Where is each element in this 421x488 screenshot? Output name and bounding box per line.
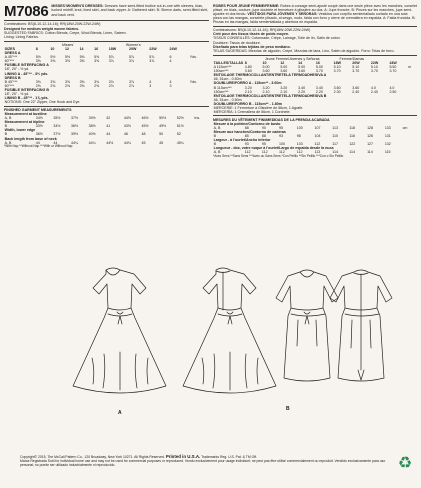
yardage-table-fr: [213, 61, 417, 114]
copyright-footer: [20, 455, 390, 468]
telas-sugeridas: TELAS SUGERIDAS: Mezclas de algodón, Crepé, Mezclas de lana, Lino, Satén de algodón. Forro: Telas de forro.: [213, 49, 395, 54]
view-a-heading: DRESS A: [4, 51, 21, 56]
measurements-table-en: [4, 112, 209, 145]
combinations: Combinations: BS(8-10-12-14-16); RR(18W-20W-22W-24W): [4, 22, 101, 27]
description-es: Vestidos con corpiño semientallado cortado en una sola pieza con las mangas, corselete plisado, al sesgo, nudo, falda con forro y cierre de cremallera en espalda. A: Falda fruncida. B: Pinzas en las mangas, falda semientallada y abertura en espalda.: [213, 12, 416, 25]
table-row: B 93 95 100 103 112 117 122 127 132: [213, 142, 391, 147]
measurements-table-fr: [213, 122, 417, 155]
femme-label: Femme/Damas: [339, 56, 365, 61]
lining-b: LINING B - 45"** - 1⅞ yds.: [4, 96, 49, 101]
mercerie: MERCERIE: 1 Fermeture à Glissière de 56cm, 1 Agrafe.: [213, 106, 304, 110]
table-row: B 36½ 37½ 39½ 40½ 44 46 48 50 52: [4, 132, 181, 137]
fusible-a-value: 18", 20" - ½ yd.: [4, 67, 30, 72]
designed-for-es: Diseñado para telas tejidas de peso mediano.: [213, 44, 291, 49]
copyright-text: Copyright© 2015, The McCall Pattern Co., 120 Broadway, New York 10271. All Rights Reserved.: [20, 455, 165, 459]
table-row: 60"*** 2⅝ 2⅝ 2⅝ 2⅝ 2⅝ 2⅞ 2⅞ 3 3: [4, 83, 172, 88]
nap-footnote-en: *With Nap **Without Nap ***With or Without Nap: [4, 143, 73, 148]
back-length-heading: Back length from base of neck: [4, 136, 57, 141]
title-es: VESTIDOS PARA JÓVENES Y SEÑORAS:: [247, 12, 318, 17]
nap-footnote-fr: *Avec Sens **Sans Sens ***Avec ou Sans Sens *Con Pelillo **Sin Pelillo ***Con o Sin Pelillo: [213, 153, 344, 158]
fusible-a-heading: FUSIBLE INTERFACING A: [4, 63, 49, 68]
table-row: A, B 44 44 44¼ 44¼ 44½ 44¾ 45 45 45¼: [4, 140, 184, 145]
sizes-row: SIZES 8 10 12 14 16 18W 20W 22W 24W: [4, 47, 177, 51]
lining-note: Lining: Lining Fabrics.: [4, 35, 39, 40]
tissus-conseilles: TISSUS CONSEILLÉS: Cotonnade, Crêpe, Lainage, Toile de lin, Satin de coton.: [213, 36, 341, 41]
notions: NOTIONS: One 22" Zipper, One Hook and Eye.: [4, 100, 81, 105]
intro-block: [4, 3, 209, 20]
bust-heading: Measurement at bustline: [4, 111, 47, 116]
hip-heading: Measurement at hipline: [4, 120, 45, 125]
table-row: A 45"*** 5½ 5½ 5½ 5⅝ 5⅝ 5⅞ 5⅞ 5⅞ 6 Yds.: [4, 55, 197, 60]
entoilage-b-value: 46, 51cm - 0.50m: [213, 97, 242, 102]
table-row: B 115cm*** 3.20 3.20 3.20 3.40 3.40 3.60 3.60 4.0 4.0: [213, 85, 395, 90]
intro-fr: [213, 4, 417, 24]
title-en: MISSES'/WOMEN'S DRESSES:: [51, 4, 104, 8]
dress-b-back-sketch: [330, 270, 392, 381]
fusible-b-heading: FUSIBLE INTERFACING B: [4, 87, 49, 92]
printed-in: Printed in U.S.A.: [165, 454, 201, 459]
jeune-femme-label: Jeune Femme/Jóvenes y Señoras: [265, 56, 320, 61]
technical-drawings: [0, 258, 421, 443]
designed-for: Designed for medium weight woven fabrics.: [4, 26, 80, 31]
misses-label: Misses': [62, 42, 74, 47]
width-heading: Width, lower edge: [4, 128, 36, 133]
table-row: A 115cm*** 4.80 5.00 5.00 5.00 5.00 5.10 5.10 5.10 5.50 m: [213, 65, 412, 70]
sizes-row: TAILLES/TALLAS 8 10 12 14 16 18W 20W 22W 24W: [213, 60, 397, 65]
french-spanish-column: [213, 4, 417, 158]
combinaisons: Combinaisons: BS(8-10-12-14-16); RR(18W-20W-22W-24W): [213, 27, 311, 32]
dress-sketches: [0, 258, 421, 443]
title-fr: ROBES POUR JEUNE FEMME/FEMME:: [213, 4, 280, 8]
hip-heading-fr: Mesure aux hanches/Contorno de caderas: [213, 130, 286, 134]
width-heading-fr: Largeur - à l'ourlet/Ancho inferior: [213, 138, 271, 143]
english-column: [4, 4, 209, 148]
table-row: 150cm*** 3.60 3.60 3.60 3.60 3.70 3.70 3.70 3.70 3.70: [213, 69, 397, 74]
trademark-text: Trademarks Reg. U.S. Pat. & TM Off.: [201, 455, 258, 459]
table-row: B 33½ 34½ 36½ 38½ 41 43½ 45½ 49½ 51½: [4, 124, 184, 129]
dress-a-back-sketch: [183, 268, 276, 393]
table-row: 60"*** 3⅝ 3⅝ 3⅝ 3⅝ 3⅝ 3⅞ 3⅞ 3⅞ 4: [4, 59, 172, 64]
pattern-code: M7086: [4, 3, 49, 20]
entoilage-b-heading: ENTOILAGE THERMOCOLLANT/ENTRETELA TERMOADHESIVA B: [213, 93, 327, 98]
view-b-label: B: [286, 406, 290, 412]
suggested-fabrics: SUGGESTED FABRICS: Cotton Blends, Crepe, Wool Blends, Linen, Sateen.: [4, 30, 127, 35]
mesures-heading: MESURES DU VÊTEMENT FINI/MEDIDAS DE LA PRENDA ACABADA: [213, 117, 330, 122]
bust-heading-fr: Mesure à la poitrine/Contorno de busto: [213, 121, 281, 126]
dress-b-front-sketch: [276, 270, 338, 381]
table-row: A, B 88 90 95 100 107 113 118 128 133 cm: [213, 125, 408, 130]
doublure: Doublure: Tissus de doublure.: [213, 40, 261, 45]
view-b-heading: DRESS B: [4, 75, 21, 80]
fusible-b-value: 18", 20" - ½ yd.: [4, 92, 30, 97]
usage-notice: Marca Registrada Sold for individual home use and may not be used for commercial purposes or reproduced. Vendu exclusivement pour usage individuel; ne peut pas être utilisé commercialement ou reproduit. Vendido exclusivamente para uso personal; no puede ser utilizado industrialmente ni reproducido.: [20, 459, 386, 468]
lining-a: LINING A - 45"** - 3½ yds.: [4, 71, 49, 76]
yardage-table-en: [4, 47, 209, 104]
back-length-heading-fr: Longueur - dos, votre nuque à l'ourlet/Largo de espalda desde la nuca: [213, 146, 334, 151]
table-row: A, B 34½ 35½ 37½ 39½ 42 44½ 46½ 50½ 52½ Ins.: [4, 116, 201, 121]
table-row: B 85 88 93 98 104 110 116 126 131: [213, 134, 391, 139]
dress-a-front-sketch: [73, 268, 166, 393]
doublure-a: DOUBLURE/FORRO A - 115cm** - 3.60m: [213, 81, 282, 86]
doublure-b: DOUBLURE/FORRO B - 115cm** - 1.80m: [213, 101, 282, 106]
womens-label: Women's: [125, 42, 141, 47]
merceria: MERCERÍA: 1 Cremallera de 56cm, 1 Corchete.: [213, 110, 291, 115]
table-row: B 45"*** 3⅝ 3⅝ 3⅝ 3⅝ 3¾ 3⅞ 3⅞ 4 4 Yds.: [4, 79, 197, 84]
description-fr: Robes à corsage semi-ajusté coupé dans une seule pièce avec les manches, corselet plissé, en biais, couture, jupe doublée et fermeture à glissière au dos. A: Jupe froncée. B: Pinces sur les manches, jupe semi-ajustée et dos fendu.: [213, 4, 417, 17]
view-a-label: A: [118, 410, 122, 416]
designed-for-fr: Créé pour des tissus tissés de poids moyen.: [213, 32, 290, 37]
description-en: Dresses have semi-fitted bodice cut-in-one with sleeves, bias, tucked midriff, knot, lined skirt, and back zipper. A: Gathered skirt. B: Sleeve darts, semi-fitted skirt, and back vent.: [51, 4, 209, 17]
entoilage-a-heading: ENTOILAGE THERMOCOLLANT/ENTRETELA TERMOADHESIVA A: [213, 73, 327, 78]
finished-measurements-heading: FINISHED GARMENT MEASUREMENTS: [4, 107, 72, 112]
table-row: 150cm*** 2.10 2.10 2.10 2.20 2.20 2.30 2.40 2.40 2.50: [213, 89, 397, 94]
table-row: A, B 112 112 112 112 113 114 114 114 115: [213, 150, 391, 155]
recycle-icon: ♻: [397, 455, 413, 472]
entoilage-a-value: 46, 51cm - 0.50m: [213, 77, 242, 82]
